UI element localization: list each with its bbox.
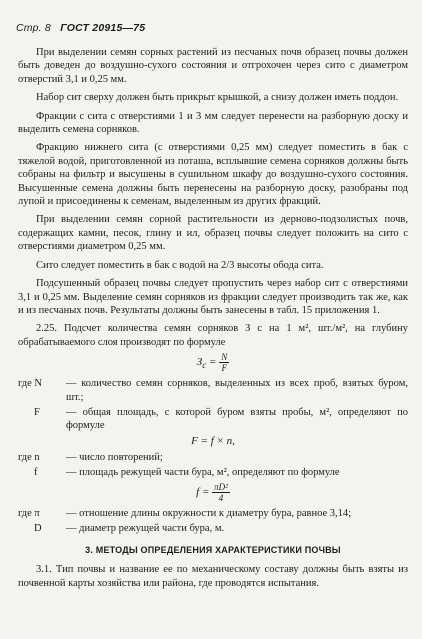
definition-D: D — диаметр режущей части бура, м. bbox=[34, 522, 225, 534]
definition-f: f — площадь режущей части бура, м², определяют по формуле bbox=[34, 467, 340, 479]
paragraph: Сито следует поместить в бак с водой на 2/3 высоты обода сита. bbox=[36, 259, 324, 271]
formula-cutting-area: f = $\frac{\text{πD²}}{4}$ bbox=[196, 481, 228, 503]
page-number: Стр. 8 bbox=[16, 22, 51, 34]
formula-area: F = f × n, bbox=[191, 434, 235, 447]
paragraph: Подсушенный образец почвы следует пропустить через набор сит с отверстиями 3,1 и 0,25 мм. Выделение семян сорняков из фракции следует производить так же, как и из песчаных почв. Результаты должны быть занесены в табл. 15 приложения 1. bbox=[18, 278, 408, 316]
section-title: 3. МЕТОДЫ ОПРЕДЕЛЕНИЯ ХАРАКТЕРИСТИКИ ПОЧВЫ bbox=[85, 545, 341, 556]
definition-pi: где π — отношение длины окружности к диаметру бура, равное 3,14; bbox=[18, 507, 352, 519]
document-body bbox=[18, 46, 408, 590]
paragraph: При выделении семян сорных растений из песчаных почв образец почвы должен быть доведен до воздушно-сухого состояния и отгрохочен через сито с диаметром отверстий 3,1 и 0,25 мм. bbox=[18, 47, 408, 85]
page-header bbox=[16, 22, 145, 34]
paragraph: При выделении семян сорной растительности из дерново-подзолистых почв, содержащих камни, песок, глину и ил, образец почвы следует положить на сито с отверстиями диаметром 0,25 мм. bbox=[18, 214, 408, 253]
definition-F: F — общая площадь, с которой буром взяты пробы, м², определяют по формуле bbox=[34, 406, 408, 432]
paragraph: Набор сит сверху должен быть прикрыт крышкой, а снизу должен иметь поддон. bbox=[36, 92, 399, 104]
paragraph: 3.1. Тип почвы и название ее по механическому составу должны быть взяты из почвенной карты хозяйства или района, где проводятся испытания. bbox=[18, 564, 408, 589]
paragraph: Фракции с сита с отверстиями 1 и 3 мм следует перенести на разборную доску и выделить семена сорняков. bbox=[18, 110, 408, 136]
definition-N: где N — количество семян сорняков, выделенных из всех проб, взятых буром, шт.; bbox=[18, 378, 408, 403]
standard-code: ГОСТ 20915—75 bbox=[60, 22, 146, 34]
paragraph: Фракцию нижнего сита (с отверстиями 0,25 мм) следует поместить в бак с тяжелой водой, приготовленной из поташа, всплывшие семена сорняков должны быть собраны на фильтр и высушены в сушильном шкафу до воздушно-сухого состояния. Высушенные семена должны быть перенесены на разборную доску, разобраны под лупой и присоединены к семенам, выделенным из других фракций. bbox=[18, 142, 408, 208]
formula-seed-count: $З_с$ = $\frac{N}{F}$ bbox=[196, 352, 228, 374]
definition-n: где n — число повторений; bbox=[18, 451, 163, 463]
paragraph: 2.25. Подсчет количества семян сорняков З с на 1 м², шт./м², на глубину обрабатываемого слоя производят по формуле bbox=[18, 323, 408, 348]
